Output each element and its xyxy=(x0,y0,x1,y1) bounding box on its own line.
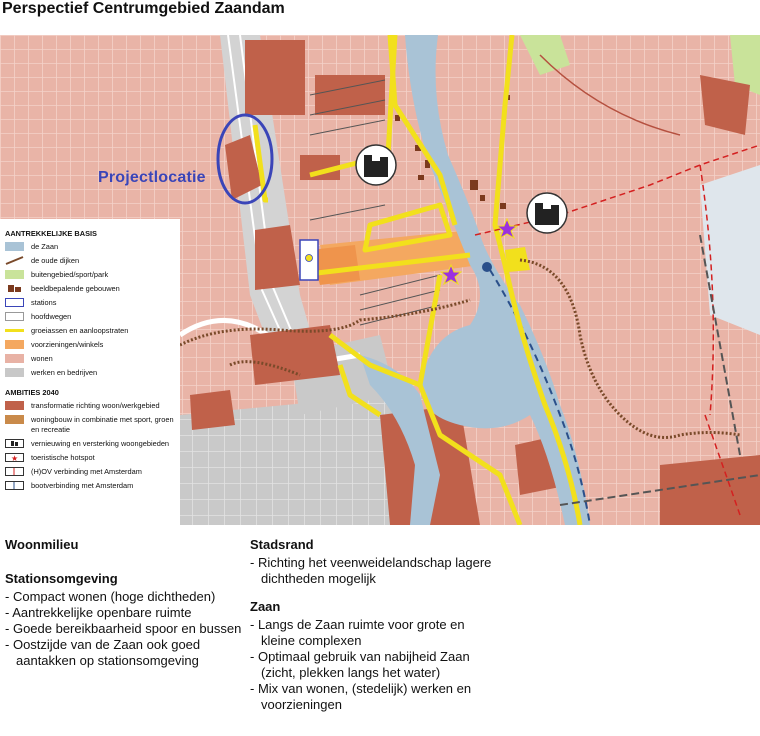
ferry-stop xyxy=(482,262,492,272)
map-legend xyxy=(0,219,180,525)
station-symbol-icon xyxy=(5,298,24,307)
renewal-symbol-icon xyxy=(5,439,24,448)
stadsrand-list xyxy=(250,555,500,587)
legend-row xyxy=(5,453,180,463)
legend-row xyxy=(5,242,180,252)
legend-row xyxy=(5,340,180,350)
legend-label: wonen xyxy=(31,354,53,363)
legend-row xyxy=(5,270,180,280)
woonmilieu-column xyxy=(5,537,245,681)
axis-line-icon xyxy=(5,326,24,335)
list-item: - Compact wonen (hoge dichtheden) xyxy=(5,589,245,605)
star-icon xyxy=(5,453,24,462)
legend-label: werken en bedrijven xyxy=(31,368,98,377)
legend-row xyxy=(5,284,180,294)
legend-label: de oude dijken xyxy=(31,256,80,265)
list-item: - Richting het veenweidelandschap lagere dichtheden mogelijk xyxy=(250,555,500,587)
legend-label: hoofdwegen xyxy=(31,312,72,321)
list-item: - Mix van wonen, (stedelijk) werken en voorzieningen xyxy=(250,681,500,713)
legend-basis-heading: AANTREKKELIJKE BASIS xyxy=(5,229,97,238)
renewal-symbol xyxy=(356,145,396,185)
station-dot xyxy=(306,255,313,262)
list-item: - Goede bereikbaarheid spoor en bussen xyxy=(5,621,245,637)
renewal-symbol-2 xyxy=(527,193,567,233)
legend-label: (H)OV verbinding met Amsterdam xyxy=(31,467,142,476)
transformation-swatch-icon xyxy=(5,401,24,410)
legend-label: bootverbinding met Amsterdam xyxy=(31,481,134,490)
zaan-heading: Zaan xyxy=(250,599,281,614)
legend-row xyxy=(5,312,180,322)
legend-ambitions-heading: AMBITIES 2040 xyxy=(5,388,59,397)
dike-line-icon xyxy=(5,256,24,265)
legend-row xyxy=(5,481,180,491)
legend-row xyxy=(5,439,180,449)
park-swatch-icon xyxy=(5,270,24,279)
legend-label: voorzieningen/winkels xyxy=(31,340,104,349)
zaan-list xyxy=(250,617,500,713)
stadsrand-column xyxy=(250,537,500,725)
transit-line-icon xyxy=(5,467,24,476)
list-item: - Langs de Zaan ruimte voor grote en kleine complexen xyxy=(250,617,500,649)
station-heading: Stationsomgeving xyxy=(5,571,118,586)
building-swatch-icon xyxy=(5,284,24,293)
legend-label: de Zaan xyxy=(31,242,59,251)
legend-row xyxy=(5,256,180,266)
legend-row xyxy=(5,415,180,435)
boat-line-icon xyxy=(5,481,24,490)
legend-label: transformatie richting woon/werkgebied xyxy=(31,401,160,410)
page-title: Perspectief Centrumgebied Zaandam xyxy=(2,0,285,17)
legend-row xyxy=(5,368,180,378)
stadsrand-heading: Stadsrand xyxy=(250,537,314,552)
legend-row xyxy=(5,467,180,477)
project-label: Projectlocatie xyxy=(98,169,206,186)
legend-row xyxy=(5,326,180,336)
legend-label: toeristische hotspot xyxy=(31,453,95,462)
housing-swatch-icon xyxy=(5,354,24,363)
list-item: - Optimaal gebruik van nabijheid Zaan (zicht, plekken langs het water) xyxy=(250,649,500,681)
legend-label: stations xyxy=(31,298,57,307)
legend-row xyxy=(5,354,180,364)
road-line-icon xyxy=(5,312,24,321)
legend-label: woningbouw in combinatie met sport, groen en recreatie xyxy=(31,415,174,434)
list-item: - Aantrekkelijke openbare ruimte xyxy=(5,605,245,621)
legend-row xyxy=(5,401,180,411)
woonmilieu-heading: Woonmilieu xyxy=(5,537,79,552)
legend-label: buitengebied/sport/park xyxy=(31,270,109,279)
legend-label: vernieuwing en versterking woongebieden xyxy=(31,439,170,448)
list-item: - Oostzijde van de Zaan ook goed aantakken op stationsomgeving xyxy=(5,637,245,669)
work-swatch-icon xyxy=(5,368,24,377)
legend-label: groeiassen en aanloopstraten xyxy=(31,326,129,335)
legend-label: beeldbepalende gebouwen xyxy=(31,284,120,293)
water-swatch-icon xyxy=(5,242,24,251)
shops-swatch-icon xyxy=(5,340,24,349)
housing-sport-swatch-icon xyxy=(5,415,24,424)
station-list xyxy=(5,589,245,669)
svg-text:★: ★ xyxy=(11,454,19,461)
legend-row xyxy=(5,298,180,308)
